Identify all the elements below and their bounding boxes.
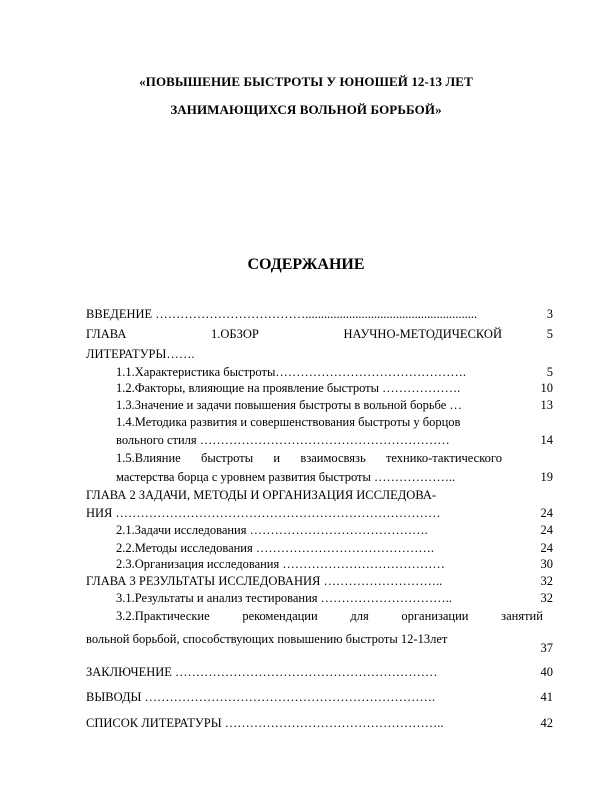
toc-entry-findings: ВЫВОДЫ ……………………………………………………………. <box>86 690 436 704</box>
toc-word: НАУЧНО-МЕТОДИЧЕСКОЙ <box>343 327 502 341</box>
toc-entry-1-3: 1.3.Значение и задачи повышения быстроты в вольной борьбе … <box>116 398 462 412</box>
contents-heading: СОДЕРЖАНИЕ <box>247 256 365 273</box>
toc-page-chapter-1: 5 <box>546 327 553 341</box>
toc-word: рекомендации <box>242 609 318 623</box>
document-title-line-1: «ПОВЫШЕНИЕ БЫСТРОТЫ У ЮНОШЕЙ 12-13 ЛЕТ <box>139 74 473 89</box>
toc-entry-chapter-1-line-2: ЛИТЕРАТУРЫ……. <box>86 347 195 361</box>
toc-entry-chapter-1 <box>86 327 502 342</box>
toc-entry-conclusion: ЗАКЛЮЧЕНИЕ ……………………………………………………… <box>86 665 438 679</box>
toc-entry-1-1: 1.1.Характеристика быстроты………………………………………. <box>116 365 466 379</box>
toc-page-2-2: 24 <box>540 541 553 555</box>
toc-entry-1-4: 1.4.Методика развития и совершенствования быстроты у борцов <box>116 415 461 429</box>
toc-page-chapter-2: 24 <box>540 506 553 520</box>
toc-entry-1-5 <box>116 451 502 466</box>
toc-entry-3-2 <box>116 609 543 624</box>
toc-word: быстроты <box>201 451 254 465</box>
toc-entry-references: СПИСОК ЛИТЕРАТУРЫ …………………………………………….. <box>86 716 444 730</box>
toc-word: взаимосвязь <box>300 451 366 465</box>
toc-page-intro: 3 <box>546 307 553 321</box>
toc-entry-chapter-3: ГЛАВА 3 РЕЗУЛЬТАТЫ ИССЛЕДОВАНИЯ ……………………….. <box>86 574 443 588</box>
toc-page-references: 42 <box>540 716 553 730</box>
toc-entry-3-1: 3.1.Результаты и анализ тестирования ………………………….. <box>116 591 452 605</box>
toc-page-findings: 41 <box>540 690 553 704</box>
toc-word: ГЛАВА <box>86 327 127 341</box>
toc-page-1-1: 5 <box>546 365 553 379</box>
toc-page-chapter-3: 32 <box>540 574 553 588</box>
toc-word: и <box>273 451 281 465</box>
toc-entry-1-4-line-2: вольного стиля …………………………………………………… <box>116 433 450 447</box>
toc-entry-chapter-2-line-2: НИЯ …………………………………………………………………… <box>86 506 441 520</box>
document-title-line-2: ЗАНИМАЮЩИХСЯ ВОЛЬНОЙ БОРЬБОЙ» <box>170 102 442 117</box>
toc-page-2-3: 30 <box>540 557 553 571</box>
toc-entry-2-3: 2.3.Организация исследования ………………………………… <box>116 557 445 571</box>
toc-entry-chapter-2: ГЛАВА 2 ЗАДАЧИ, МЕТОДЫ И ОРГАНИЗАЦИЯ ИССЛЕДОВА- <box>86 488 437 502</box>
toc-page-3-2: 37 <box>540 641 553 655</box>
toc-page-1-3: 13 <box>540 398 553 412</box>
toc-page-conclusion: 40 <box>540 665 553 679</box>
toc-entry-2-2: 2.2.Методы исследования ……………………………………. <box>116 541 434 555</box>
toc-word: 1.ОБЗОР <box>211 327 259 341</box>
toc-page-3-1: 32 <box>540 591 553 605</box>
toc-entry-3-2-line-2: вольной борьбой, способствующих повышению быстроты 12-13лет <box>86 632 448 646</box>
toc-word: занятий <box>501 609 543 623</box>
toc-page-1-5: 19 <box>540 470 553 484</box>
toc-page-1-4: 14 <box>540 433 553 447</box>
toc-entry-1-2: 1.2.Факторы, влияющие на проявление быстроты ………………. <box>116 381 461 395</box>
toc-word: организации <box>401 609 469 623</box>
toc-word: технико-тактического <box>385 451 502 465</box>
toc-page-1-2: 10 <box>540 381 553 395</box>
toc-page-2-1: 24 <box>540 523 553 537</box>
toc-entry-2-1: 2.1.Задачи исследования ……………………………………. <box>116 523 428 537</box>
toc-word: 1.5.Влияние <box>116 451 181 465</box>
toc-word: 3.2.Практические <box>116 609 210 623</box>
toc-entry-1-5-line-2: мастерства борца с уровнем развития быстроты ……………….. <box>116 470 456 484</box>
toc-word: для <box>350 609 369 623</box>
toc-entry-intro: ВВЕДЕНИЕ ………………………………....................................................... <box>86 307 478 321</box>
